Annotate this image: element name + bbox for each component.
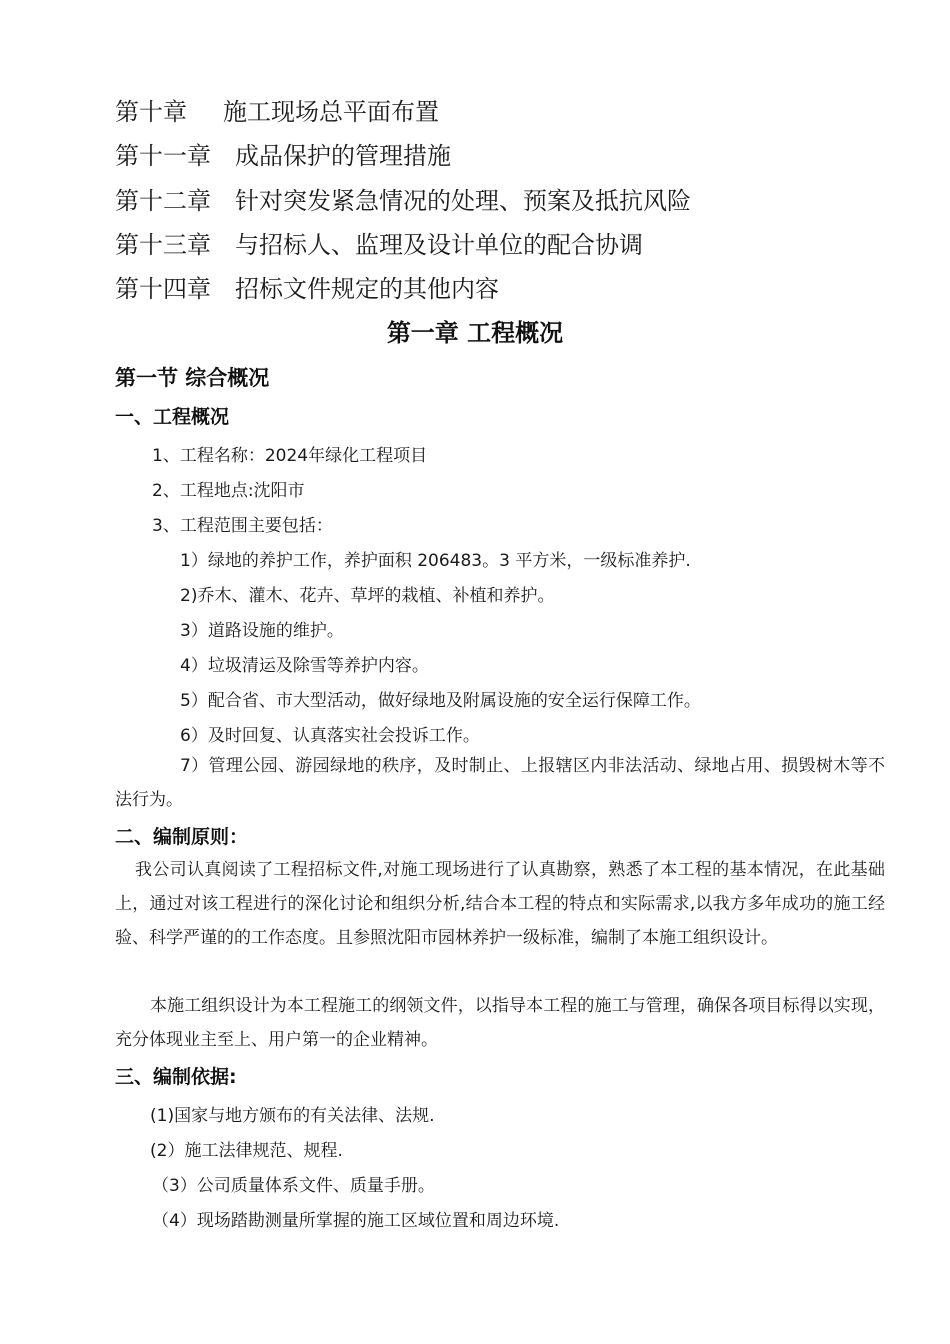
toc-chapter-title: 成品保护的管理措施 [235, 142, 451, 170]
scope-item-wrapped: 7）管理公园、游园绿地的秩序，及时制止、上报辖区内非法活动、绿地占用、损毁树木等不法行为。 [115, 756, 885, 810]
toc-line [115, 269, 499, 304]
toc-line [115, 181, 691, 216]
toc-line [115, 225, 643, 260]
overview-item: 1、工程名称：2024年绿化工程项目 [152, 446, 428, 466]
chapter-title: 第一章 工程概况 [386, 319, 564, 347]
scope-item: 1）绿地的养护工作，养护面积 206483。3 平方米，一级标准养护. [180, 551, 691, 571]
toc-chapter-title: 针对突发紧急情况的处理、预案及抵抗风险 [235, 187, 691, 215]
basis-item: （4）现场踏勘测量所掌握的施工区域位置和周边环境. [152, 1211, 560, 1231]
basis-item: (1)国家与地方颁布的有关法律、法规. [150, 1106, 435, 1126]
scope-item: 4）垃圾清运及除雪等养护内容。 [180, 656, 429, 676]
section-title: 第一节 综合概况 [115, 366, 270, 390]
scope-item: 2)乔木、灌木、花卉、草坪的栽植、补植和养护。 [180, 586, 555, 606]
toc-line [115, 136, 451, 171]
scope-item: 6）及时回复、认真落实社会投诉工作。 [180, 726, 480, 746]
toc-chapter-number: 第十章 [115, 98, 187, 126]
basis-heading: 三、编制依据: [115, 1066, 237, 1088]
toc-chapter-title: 与招标人、监理及设计单位的配合协调 [235, 231, 643, 259]
principles-heading: 二、编制原则： [115, 826, 249, 848]
scope-item: 3）道路设施的维护。 [180, 621, 344, 641]
basis-item: (2）施工法律规范、规程. [150, 1141, 343, 1161]
scope-item: 5）配合省、市大型活动，做好绿地及附属设施的安全运行保障工作。 [180, 691, 701, 711]
toc-line [115, 92, 439, 127]
basis-item: （3）公司质量体系文件、质量手册。 [152, 1176, 435, 1196]
principles-paragraph: 我公司认真阅读了工程招标文件,对施工现场进行了认真勘察，熟悉了本工程的基本情况，在此基础上，通过对该工程进行的深化讨论和组织分析,结合本工程的特点和实际需求,以我方多年成功的施工经验、科学严谨的的工作态度。且参照沈阳市园林养护一级标准，编制了本施工组织设计。 [115, 860, 885, 948]
toc-chapter-number: 第十二章 [115, 187, 211, 215]
overview-heading: 一、工程概况 [115, 406, 230, 428]
toc-chapter-number: 第十三章 [115, 231, 211, 259]
overview-item: 2、工程地点:沈阳市 [152, 481, 305, 501]
toc-chapter-number: 第十四章 [115, 275, 211, 303]
overview-item: 3、工程范围主要包括： [152, 516, 333, 536]
principles-paragraph: 本施工组织设计为本工程施工的纲领文件，以指导本工程的施工与管理，确保各项目标得以实现，充分体现业主至上、用户第一的企业精神。 [115, 996, 885, 1050]
toc-chapter-number: 第十一章 [115, 142, 211, 170]
toc-chapter-title: 施工现场总平面布置 [223, 98, 439, 126]
toc-chapter-title: 招标文件规定的其他内容 [235, 275, 499, 303]
